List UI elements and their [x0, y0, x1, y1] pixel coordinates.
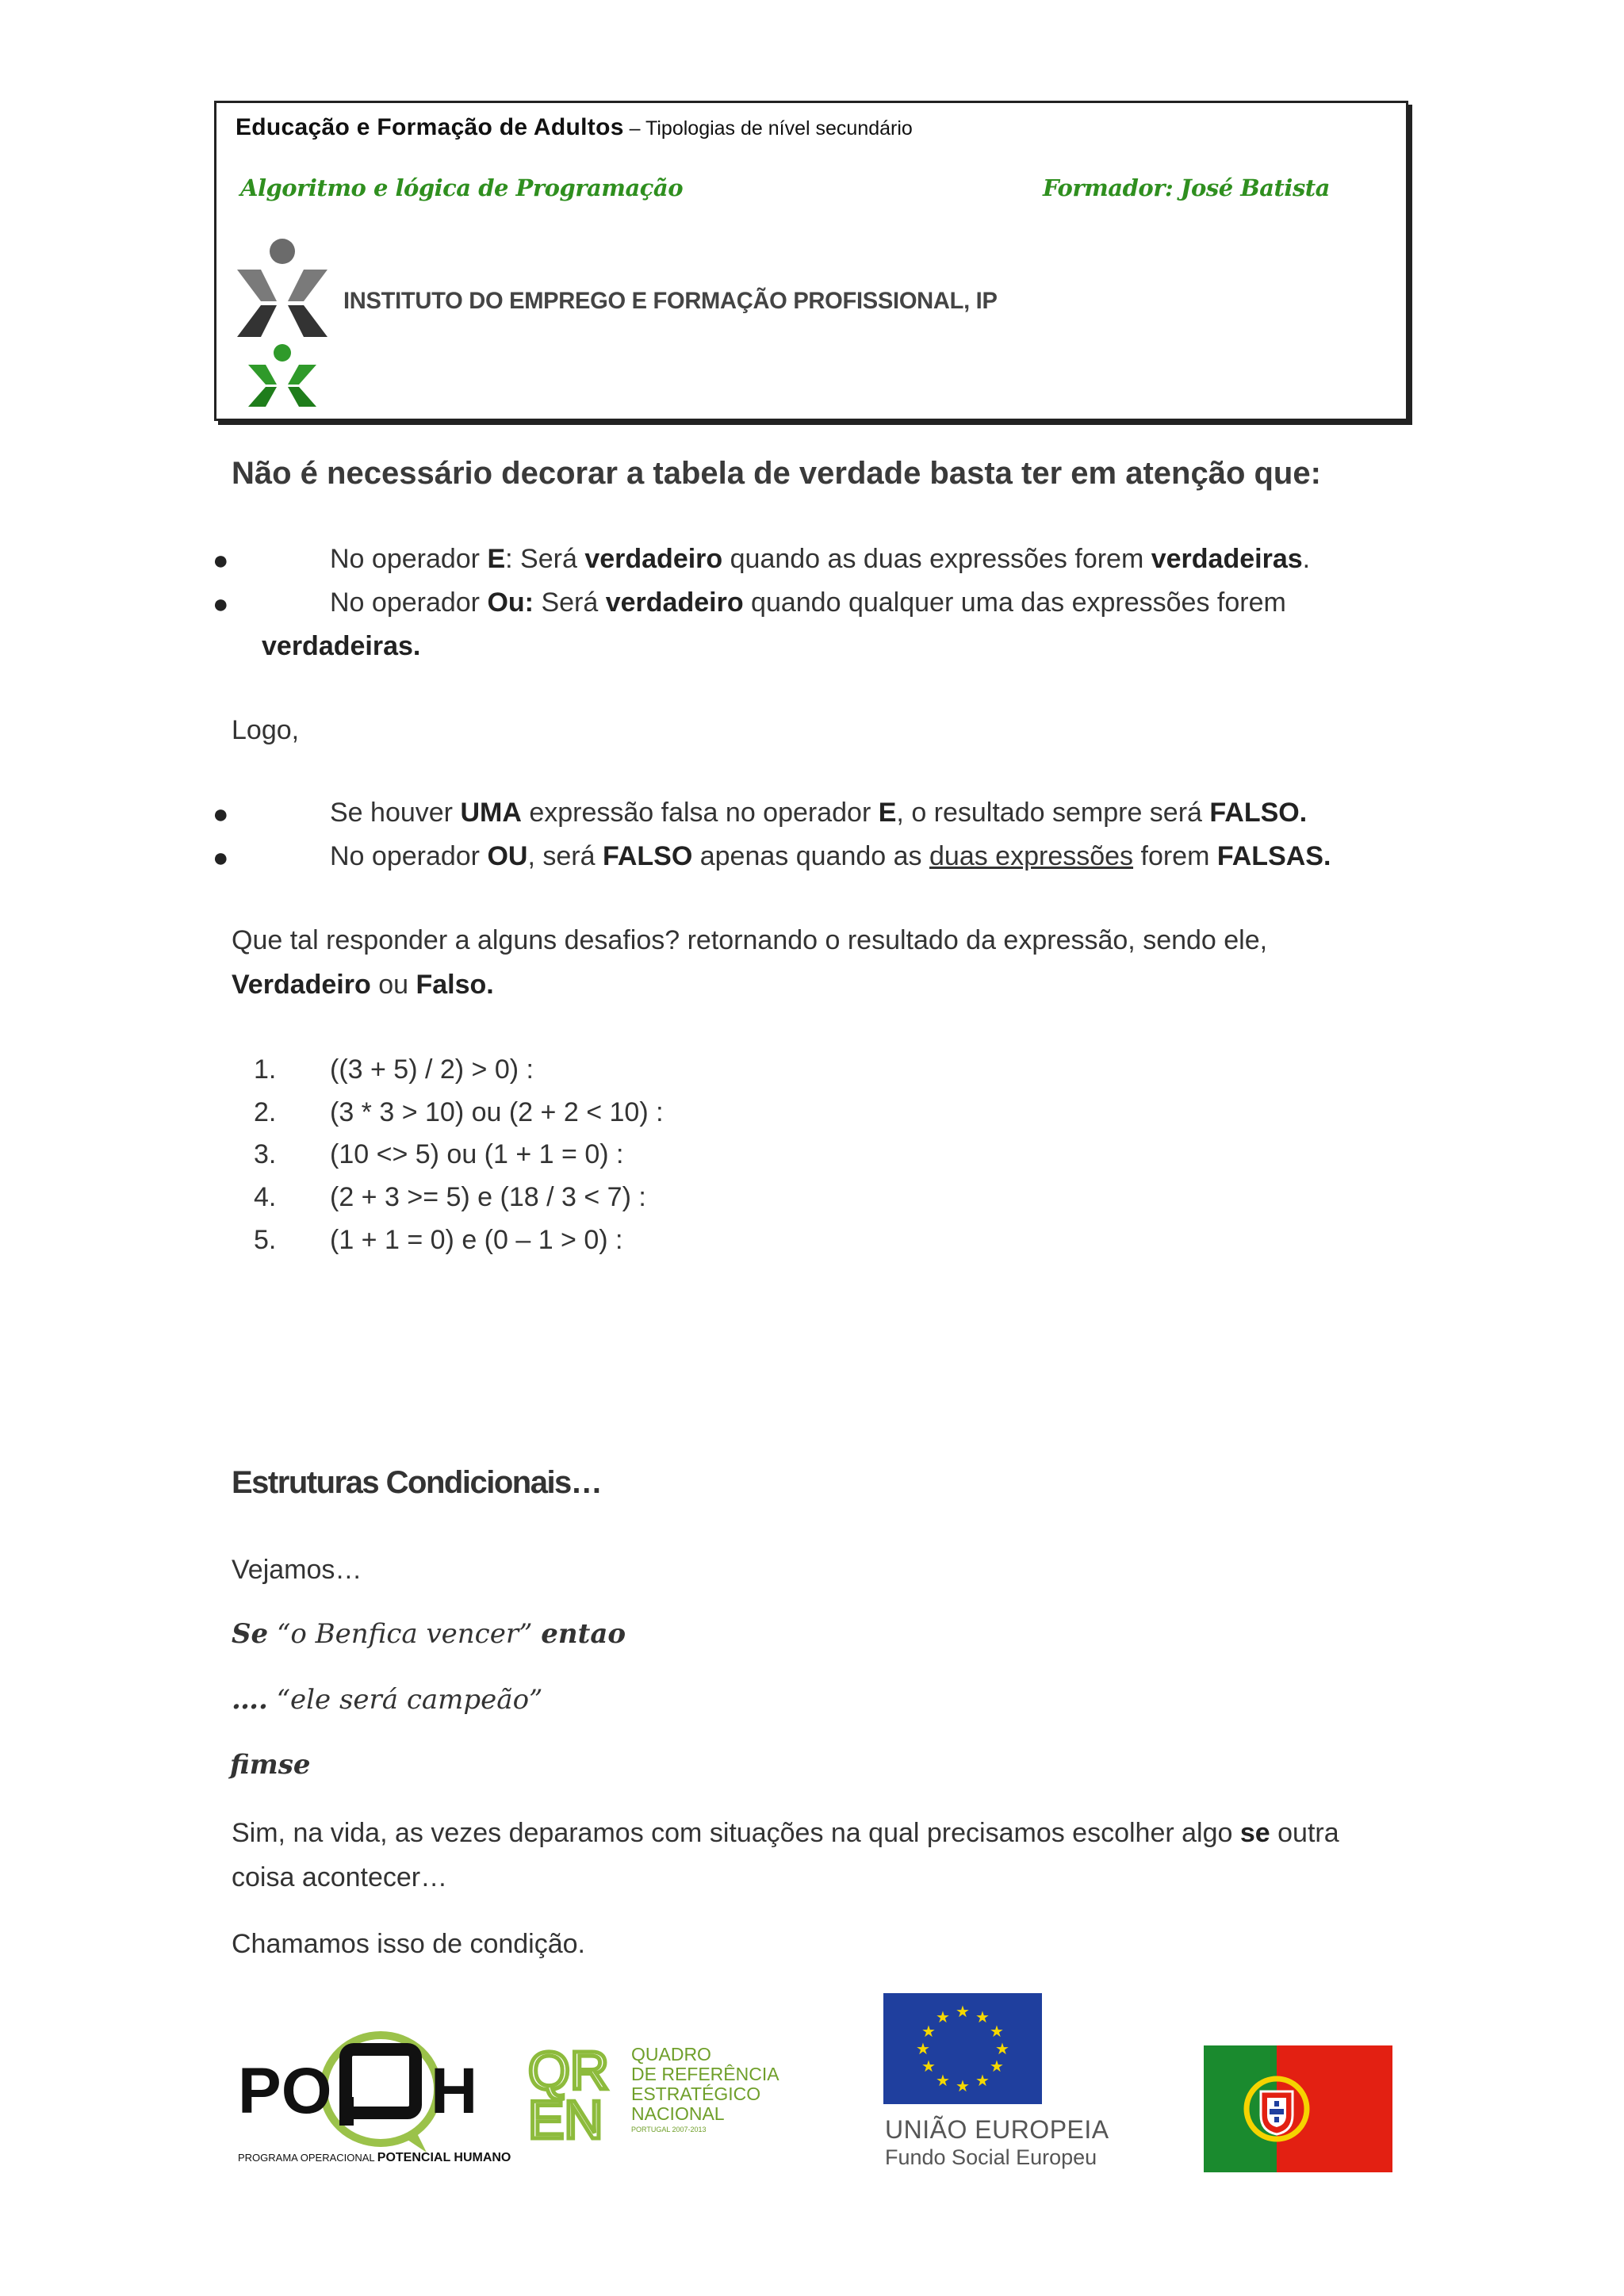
exercise-number: 3.: [254, 1139, 277, 1169]
logo-text: Logo,: [232, 715, 300, 745]
bullet-item-and: No operador E: Será verdadeiro quando as duas expressões forem verdadeiras.: [330, 544, 1311, 574]
section-title: Estruturas Condicionais…: [232, 1465, 602, 1500]
header-title: [236, 114, 913, 141]
bullet-icon: ●: [213, 545, 229, 576]
bullet-icon: ●: [213, 589, 229, 619]
poph-subtitle: PROGRAMA OPERACIONAL POTENCIAL HUMANO: [238, 2151, 511, 2164]
poph-mark-icon: [236, 2018, 506, 2168]
vejamos-text: Vejamos…: [232, 1555, 362, 1585]
portugal-flag: [1204, 2045, 1392, 2172]
header-title-subtitle: – Tipologias de nível secundário: [623, 117, 913, 140]
poph-letters-po: PO: [238, 2055, 332, 2127]
eu-name: UNIÃO EUROPEIA: [885, 2115, 1109, 2144]
portugal-flag-icon: [1204, 2045, 1392, 2172]
qren-mark-icon: [528, 2042, 623, 2145]
qren-text: QUADRO DE REFERÊNCIA ESTRATÉGICO NACIONAL PORTUGAL 2007-2013: [631, 2044, 779, 2133]
eu-fund-name: Fundo Social Europeu: [885, 2145, 1097, 2169]
bullet-icon: ●: [213, 799, 229, 829]
svg-text:EN: EN: [528, 2090, 603, 2145]
eu-flag-icon: [883, 1993, 1042, 2104]
svg-text:★: ★: [956, 2002, 970, 2021]
pseudocode-if-line: Se “o Benfica vencer” entao: [232, 1618, 626, 1650]
iefp-logo-icon: [231, 234, 334, 408]
svg-text:★: ★: [975, 2071, 990, 2090]
svg-text:★: ★: [921, 2022, 936, 2041]
svg-text:★: ★: [956, 2076, 970, 2095]
exercise-expression: (10 <> 5) ou (1 + 1 = 0) :: [330, 1139, 624, 1169]
eu-logo: [883, 1993, 1113, 2175]
condition-explanation: Sim, na vida, as vezes deparamos com situações na qual precisamos escolher algo se outra: [232, 1818, 1339, 1848]
institute-name: INSTITUTO DO EMPREGO E FORMAÇÃO PROFISSIONAL, IP: [343, 288, 998, 314]
exercise-number: 5.: [254, 1225, 277, 1255]
condition-explanation-line2: coisa acontecer…: [232, 1862, 448, 1892]
exercise-expression: (1 + 1 = 0) e (0 – 1 > 0) :: [330, 1225, 623, 1255]
intro-heading: Não é necessário decorar a tabela de verdade basta ter em atenção que:: [232, 456, 1321, 491]
exercise-number: 4.: [254, 1182, 277, 1212]
exercise-expression: ((3 + 5) / 2) > 0) :: [330, 1054, 534, 1085]
svg-text:★: ★: [936, 2071, 950, 2090]
exercise-number: 1.: [254, 1054, 277, 1085]
pseudocode-then-line: …. “ele será campeão”: [232, 1684, 543, 1716]
bullet-item-or: No operador Ou: Será verdadeiro quando qualquer uma das expressões forem: [330, 587, 1286, 618]
poph-letter-h: H: [431, 2055, 478, 2127]
bullet-item-false-and: Se houver UMA expressão falsa no operador E, o resultado sempre será FALSO.: [330, 798, 1308, 828]
header-title-bold: Educação e Formação de Adultos: [236, 114, 624, 140]
course-name: Algoritmo e lógica de Programação: [240, 174, 684, 201]
poph-logo: [236, 2018, 511, 2168]
svg-text:★: ★: [990, 2057, 1004, 2076]
challenge-intro: Que tal responder a alguns desafios? retornando o resultado da expressão, sendo ele,: [232, 925, 1268, 955]
pseudocode-endif-line: fimse: [230, 1749, 311, 1781]
bullet-item-false-or: No operador OU, será FALSO apenas quando as duas expressões forem FALSAS.: [330, 841, 1331, 871]
bullet-item-or-continuation: verdadeiras.: [262, 631, 421, 661]
svg-text:★: ★: [936, 2007, 950, 2026]
exercise-expression: (2 + 3 >= 5) e (18 / 3 < 7) :: [330, 1182, 646, 1212]
svg-text:★: ★: [916, 2039, 930, 2058]
challenge-intro-line2: Verdadeiro ou Falso.: [232, 970, 494, 1000]
condition-definition: Chamamos isso de condição.: [232, 1929, 586, 1959]
qren-logo: [528, 2042, 782, 2145]
svg-text:★: ★: [990, 2022, 1004, 2041]
svg-text:QR: QR: [528, 2042, 609, 2101]
document-header: [214, 101, 1408, 421]
svg-text:★: ★: [995, 2039, 1009, 2058]
svg-text:★: ★: [921, 2057, 936, 2076]
bullet-icon: ●: [213, 843, 229, 873]
exercise-expression: (3 * 3 > 10) ou (2 + 2 < 10) :: [330, 1097, 664, 1127]
svg-text:★: ★: [975, 2007, 990, 2026]
trainer-name: Formador: José Batista: [1043, 174, 1330, 201]
exercise-number: 2.: [254, 1097, 277, 1127]
